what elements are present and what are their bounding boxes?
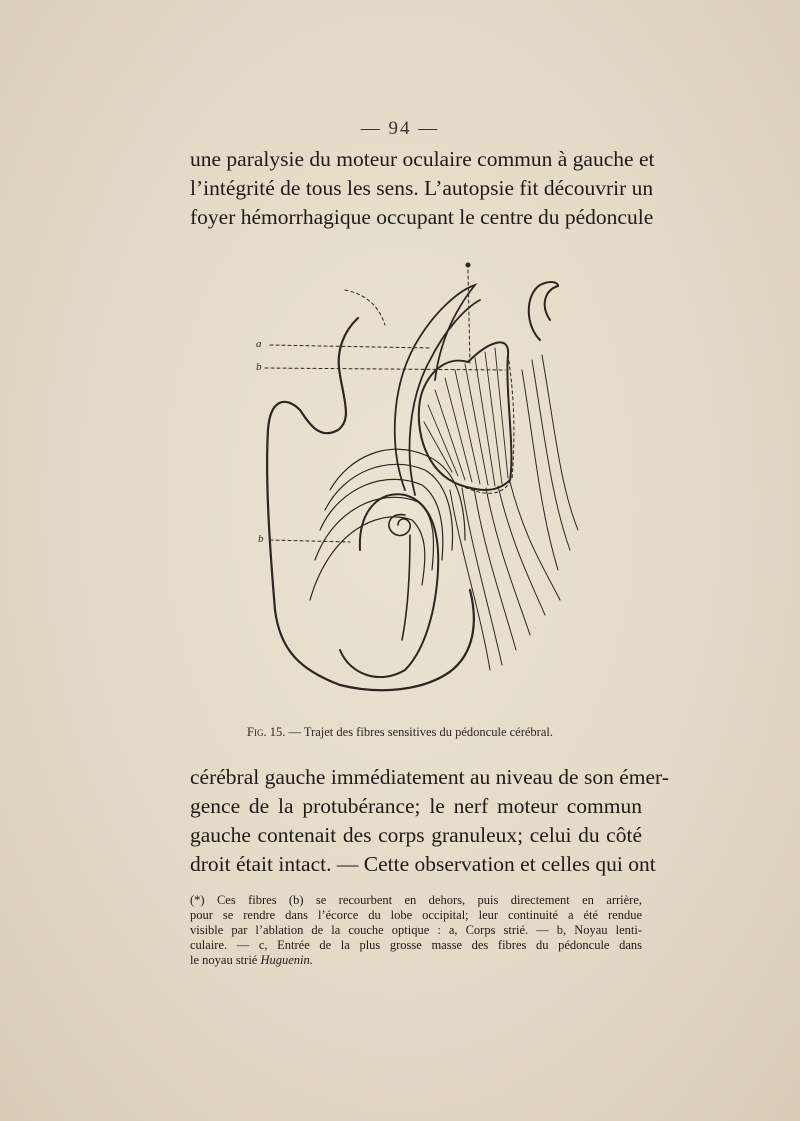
outer-contour [267,318,474,690]
footnote-line: visible par l’ablation de la couche optique : a, Corps strié. — b, Noyau lenti- [190,923,642,937]
text-line: une paralysie du moteur oculaire commun à gauche et [190,147,655,171]
footnote-line [190,953,642,968]
footnote-text: le noyau strié [190,953,261,967]
upper-ribbon [395,285,475,490]
spiral-structure [389,515,410,640]
figure-number: Fig. 15. [247,725,286,739]
text-line: l’intégrité de tous les sens. L’autopsie fit découvrir un [190,176,654,200]
footnote-line: pour se rendre dans l’écorce du lobe occipital; leur continuité a été rendue [190,908,642,922]
reference-dot [466,263,470,267]
footnote-line [190,893,642,908]
figure-caption [0,725,800,740]
text-line: foyer hémorrhagique occupant le centre du pédoncule [190,205,654,229]
text-line: gence de la protubérance; le nerf moteur commun [190,794,642,818]
label-b: b [256,361,262,373]
caption-text: — Trajet des fibres sensitives du pédoncule cérébral. [288,725,553,739]
top-paragraph [190,145,655,232]
footnote [190,893,642,968]
bottom-paragraph [190,763,669,879]
anatomical-figure [240,250,600,720]
text-line: gauche contenait des corps granuleux; celui du côté [190,823,642,847]
footnote-text: Ces fibres (b) se recourbent en dehors, puis directement en arrière, [216,893,642,907]
label-a: a [256,338,262,350]
peduncle-fibers [450,355,578,670]
text-line: cérébral gauche immédiatement au niveau de son émer- [190,765,669,789]
footnote-marker: (*) [190,893,205,907]
text-line: droit était intact. — Cette observation et celles qui ont [190,852,656,876]
arch-fibers [310,449,465,600]
page-number: — 94 — [360,118,440,139]
footnote-line: culaire. — c, Entrée de la plus grosse masse des fibres du pédoncule dans [190,938,642,952]
right-hook [529,282,558,340]
footnote-author: Huguenin. [260,953,313,967]
label-b: b [258,533,264,545]
